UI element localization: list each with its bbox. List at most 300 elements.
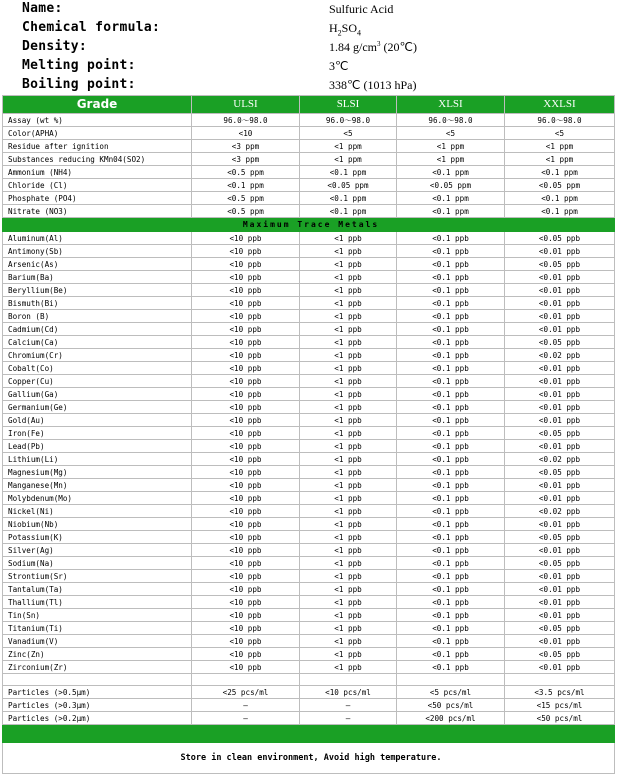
row-value: <0.01 ppb — [505, 284, 615, 297]
table-row — [3, 192, 615, 205]
row-value: <0.1 ppb — [397, 609, 505, 622]
row-value: <10 ppb — [192, 531, 300, 544]
table-row — [3, 622, 615, 635]
row-label: Particles (>0.3μm) — [3, 699, 192, 712]
row-label: Bismuth(Bi) — [3, 297, 192, 310]
density-value: 1.84 $g/cm^3$ (20℃) — [329, 40, 417, 54]
row-value: <10 ppb — [192, 284, 300, 297]
row-value: <0.1 ppb — [397, 427, 505, 440]
table-row — [3, 609, 615, 622]
table-row — [3, 336, 615, 349]
row-value: <1 ppb — [300, 297, 397, 310]
row-label: Particles (>0.2μm) — [3, 712, 192, 725]
row-value: <0.02 ppb — [505, 349, 615, 362]
row-value: 96.0～98.0 — [300, 114, 397, 127]
row-value: <0.01 ppb — [505, 583, 615, 596]
row-value: <0.1 ppm — [300, 205, 397, 218]
table-row — [3, 401, 615, 414]
row-value: <0.1 ppb — [397, 492, 505, 505]
row-value: <1 ppb — [300, 648, 397, 661]
density-label: Density: — [22, 39, 88, 54]
row-label: Germanium(Ge) — [3, 401, 192, 414]
row-value: <1 ppb — [300, 583, 397, 596]
row-value: <1 ppm — [397, 140, 505, 153]
header-melting-row — [2, 57, 614, 76]
grade-label: Grade — [3, 96, 192, 114]
row-value: <10 ppb — [192, 596, 300, 609]
row-value: <10 ppb — [192, 362, 300, 375]
row-value: <0.01 ppb — [505, 635, 615, 648]
table-row — [3, 140, 615, 153]
row-value: <10 — [192, 127, 300, 140]
footer-band — [3, 725, 615, 743]
row-value: <0.01 ppb — [505, 609, 615, 622]
row-value: <0.1 ppb — [397, 622, 505, 635]
row-value: <0.01 ppb — [505, 414, 615, 427]
row-value: <0.01 ppb — [505, 310, 615, 323]
row-label: Chromium(Cr) — [3, 349, 192, 362]
row-value: <0.1 ppb — [397, 518, 505, 531]
row-value: <10 pcs/ml — [300, 686, 397, 699]
row-value: <0.1 ppb — [397, 505, 505, 518]
table-row — [3, 414, 615, 427]
row-value: <0.1 ppb — [397, 401, 505, 414]
row-value: <1 ppb — [300, 323, 397, 336]
row-value: <1 ppb — [300, 518, 397, 531]
row-value: <0.05 ppb — [505, 466, 615, 479]
storage-note: Store in clean environment, Avoid high temperature. — [3, 743, 615, 774]
row-value: <0.1 ppb — [397, 336, 505, 349]
table-row — [3, 258, 615, 271]
row-value: <10 ppb — [192, 622, 300, 635]
row-value: <1 ppb — [300, 440, 397, 453]
table-row — [3, 245, 615, 258]
row-value: <1 ppb — [300, 284, 397, 297]
row-value: <1 ppb — [300, 609, 397, 622]
row-label: Magnesium(Mg) — [3, 466, 192, 479]
table-row — [3, 570, 615, 583]
row-value: <1 ppm — [505, 153, 615, 166]
table-row — [3, 479, 615, 492]
row-value: <10 ppb — [192, 570, 300, 583]
row-value: <10 ppb — [192, 440, 300, 453]
row-label: Niobium(Nb) — [3, 518, 192, 531]
table-row — [3, 699, 615, 712]
row-value: <0.1 ppb — [397, 232, 505, 245]
row-label: Nickel(Ni) — [3, 505, 192, 518]
row-value: <0.05 ppb — [505, 258, 615, 271]
row-value: <10 ppb — [192, 466, 300, 479]
row-value: <1 ppb — [300, 310, 397, 323]
row-value: — — [192, 712, 300, 725]
row-value: <0.01 ppb — [505, 596, 615, 609]
grade-slsi: SLSI — [300, 96, 397, 114]
row-value: <10 ppb — [192, 518, 300, 531]
row-value: <10 ppb — [192, 336, 300, 349]
row-label: Arsenic(As) — [3, 258, 192, 271]
table-row — [3, 712, 615, 725]
row-value: <1 ppb — [300, 245, 397, 258]
row-value: <10 ppb — [192, 505, 300, 518]
row-label: Beryllium(Be) — [3, 284, 192, 297]
row-label: Color(APHA) — [3, 127, 192, 140]
row-value: <0.1 ppm — [300, 192, 397, 205]
row-value: <0.1 ppm — [397, 192, 505, 205]
boiling-value: 338℃ (1013 hPa) — [329, 78, 417, 92]
row-value: <0.1 ppb — [397, 323, 505, 336]
row-value: <1 ppb — [300, 531, 397, 544]
row-value: <50 pcs/ml — [397, 699, 505, 712]
spacer-cell — [300, 674, 397, 686]
row-value: <1 ppb — [300, 453, 397, 466]
table-row — [3, 362, 615, 375]
table-row — [3, 531, 615, 544]
row-label: Cobalt(Co) — [3, 362, 192, 375]
table-row — [3, 271, 615, 284]
table-row — [3, 648, 615, 661]
row-value: <0.1 ppb — [397, 596, 505, 609]
row-value: <1 ppm — [397, 153, 505, 166]
row-label: Aluminum(Al) — [3, 232, 192, 245]
grade-header-row — [3, 96, 615, 114]
table-row — [3, 596, 615, 609]
row-label: Strontium(Sr) — [3, 570, 192, 583]
row-value: <0.05 ppb — [505, 336, 615, 349]
row-value: <1 ppb — [300, 557, 397, 570]
row-value: <1 ppb — [300, 492, 397, 505]
footer-band-cell — [3, 725, 615, 743]
row-value: <10 ppb — [192, 479, 300, 492]
table-row — [3, 349, 615, 362]
row-label: Nitrate (NO3) — [3, 205, 192, 218]
row-value: <0.1 ppb — [397, 661, 505, 674]
table-row — [3, 518, 615, 531]
row-value: <1 ppb — [300, 336, 397, 349]
row-label: Tin(Sn) — [3, 609, 192, 622]
formula-label: Chemical formula: — [22, 20, 161, 35]
row-value: <0.05 ppm — [505, 179, 615, 192]
row-value: <5 pcs/ml — [397, 686, 505, 699]
row-value: <10 ppb — [192, 271, 300, 284]
row-label: Phosphate (PO4) — [3, 192, 192, 205]
table-row — [3, 466, 615, 479]
row-value: <1 ppb — [300, 570, 397, 583]
row-value: <10 ppb — [192, 583, 300, 596]
row-label: Sodium(Na) — [3, 557, 192, 570]
spacer-cell — [3, 674, 192, 686]
row-value: <0.1 ppb — [397, 245, 505, 258]
row-value: <10 ppb — [192, 544, 300, 557]
row-value: <0.1 ppb — [397, 531, 505, 544]
row-value: <0.5 ppm — [192, 205, 300, 218]
table-row — [3, 310, 615, 323]
row-value: <0.5 ppm — [192, 192, 300, 205]
row-value: <0.1 ppm — [505, 166, 615, 179]
table-row — [3, 179, 615, 192]
row-value: <0.05 ppb — [505, 531, 615, 544]
header-formula-row — [2, 19, 614, 38]
table-row — [3, 114, 615, 127]
row-value: <1 ppb — [300, 622, 397, 635]
row-value: <0.05 ppb — [505, 557, 615, 570]
row-value: <10 ppb — [192, 427, 300, 440]
row-value: <10 ppb — [192, 232, 300, 245]
spec-sheet — [2, 0, 614, 774]
table-row — [3, 557, 615, 570]
storage-note-row — [3, 743, 615, 774]
row-value: <3 ppm — [192, 153, 300, 166]
table-row — [3, 686, 615, 699]
row-label: Residue after ignition — [3, 140, 192, 153]
row-label: Zinc(Zn) — [3, 648, 192, 661]
row-value: <0.01 ppb — [505, 479, 615, 492]
row-value: <0.1 ppb — [397, 414, 505, 427]
header-boiling-row — [2, 76, 614, 95]
table-row — [3, 284, 615, 297]
row-label: Titanium(Ti) — [3, 622, 192, 635]
row-value: <0.1 ppb — [397, 310, 505, 323]
row-value: <10 ppb — [192, 375, 300, 388]
formula-value: $H_2SO_4$ — [329, 21, 362, 38]
row-value: <1 ppm — [505, 140, 615, 153]
table-row — [3, 492, 615, 505]
row-value: <0.1 ppb — [397, 583, 505, 596]
row-value: <1 ppb — [300, 596, 397, 609]
row-value: <1 ppb — [300, 466, 397, 479]
row-value: <0.1 ppm — [397, 166, 505, 179]
row-value: <0.1 ppb — [397, 258, 505, 271]
row-value: <0.05 ppm — [300, 179, 397, 192]
melting-label: Melting point: — [22, 58, 136, 73]
row-value: 96.0～98.0 — [397, 114, 505, 127]
row-value: <0.02 ppb — [505, 505, 615, 518]
table-row — [3, 453, 615, 466]
row-value: <1 ppm — [300, 140, 397, 153]
row-value: 96.0～98.0 — [192, 114, 300, 127]
row-value: <5 — [505, 127, 615, 140]
row-value: <50 pcs/ml — [505, 712, 615, 725]
table-row — [3, 375, 615, 388]
row-label: Tantalum(Ta) — [3, 583, 192, 596]
row-value: <1 ppb — [300, 635, 397, 648]
row-label: Assay (wt %) — [3, 114, 192, 127]
row-value: <3.5 pcs/ml — [505, 686, 615, 699]
row-label: Gold(Au) — [3, 414, 192, 427]
row-value: <0.01 ppb — [505, 440, 615, 453]
row-label: Iron(Fe) — [3, 427, 192, 440]
row-value: — — [192, 699, 300, 712]
row-value: <10 ppb — [192, 557, 300, 570]
table-row — [3, 323, 615, 336]
table-row — [3, 583, 615, 596]
row-value: <0.1 ppb — [397, 544, 505, 557]
row-value: <0.02 ppb — [505, 453, 615, 466]
row-value: <0.1 ppb — [397, 440, 505, 453]
row-value: <0.1 ppb — [397, 349, 505, 362]
row-value: <1 ppb — [300, 505, 397, 518]
table-row — [3, 505, 615, 518]
row-value: <0.1 ppm — [300, 166, 397, 179]
row-value: <0.1 ppb — [397, 297, 505, 310]
row-label: Molybdenum(Mo) — [3, 492, 192, 505]
name-label: Name: — [22, 1, 63, 16]
row-value: <200 pcs/ml — [397, 712, 505, 725]
row-value: <10 ppb — [192, 323, 300, 336]
row-value: <10 ppb — [192, 414, 300, 427]
row-label: Silver(Ag) — [3, 544, 192, 557]
row-value: <1 ppb — [300, 232, 397, 245]
row-label: Cadmium(Cd) — [3, 323, 192, 336]
row-label: Zirconium(Zr) — [3, 661, 192, 674]
row-value: <0.1 ppb — [397, 453, 505, 466]
row-value: <0.01 ppb — [505, 492, 615, 505]
header-name-row — [2, 0, 614, 19]
row-value: <1 ppb — [300, 375, 397, 388]
table-row — [3, 388, 615, 401]
row-label: Lithium(Li) — [3, 453, 192, 466]
melting-value: 3℃ — [329, 59, 349, 73]
grade-ulsi: ULSI — [192, 96, 300, 114]
row-value: <0.1 ppb — [397, 557, 505, 570]
row-label: Manganese(Mn) — [3, 479, 192, 492]
row-label: Vanadium(V) — [3, 635, 192, 648]
row-value: <0.1 ppb — [397, 375, 505, 388]
row-value: 96.0～98.0 — [505, 114, 615, 127]
row-value: <5 — [397, 127, 505, 140]
row-value: <10 ppb — [192, 245, 300, 258]
row-label: Copper(Cu) — [3, 375, 192, 388]
table-row — [3, 440, 615, 453]
table-row — [3, 297, 615, 310]
row-value: <0.05 ppb — [505, 622, 615, 635]
row-value: <10 ppb — [192, 635, 300, 648]
table-row — [3, 166, 615, 179]
row-label: Barium(Ba) — [3, 271, 192, 284]
spec-table — [2, 95, 615, 774]
row-label: Particles (>0.5μm) — [3, 686, 192, 699]
row-value: <0.01 ppb — [505, 323, 615, 336]
row-label: Ammonium (NH4) — [3, 166, 192, 179]
grade-xxlsi: XXLSI — [505, 96, 615, 114]
row-value: <10 ppb — [192, 258, 300, 271]
table-row — [3, 544, 615, 557]
table-row — [3, 427, 615, 440]
row-value: <5 — [300, 127, 397, 140]
row-value: <0.05 ppb — [505, 232, 615, 245]
row-value: — — [300, 712, 397, 725]
boiling-label: Boiling point: — [22, 77, 136, 92]
row-value: <0.1 ppm — [505, 205, 615, 218]
row-label: Thallium(Tl) — [3, 596, 192, 609]
grade-xlsi: XLSI — [397, 96, 505, 114]
row-value: <1 ppb — [300, 362, 397, 375]
row-value: <0.01 ppb — [505, 375, 615, 388]
row-value: <0.05 ppb — [505, 648, 615, 661]
row-value: <0.05 ppm — [397, 179, 505, 192]
row-value: <0.01 ppb — [505, 570, 615, 583]
spacer-cell — [505, 674, 615, 686]
row-value: <15 pcs/ml — [505, 699, 615, 712]
row-label: Lead(Pb) — [3, 440, 192, 453]
table-row — [3, 635, 615, 648]
row-value: <0.1 ppb — [397, 271, 505, 284]
row-value: <0.1 ppb — [397, 635, 505, 648]
row-label: Gallium(Ga) — [3, 388, 192, 401]
row-label: Boron (B) — [3, 310, 192, 323]
row-value: <10 ppb — [192, 388, 300, 401]
table-row — [3, 661, 615, 674]
row-value: <0.1 ppb — [397, 570, 505, 583]
row-value: <1 ppb — [300, 271, 397, 284]
row-value: <1 ppb — [300, 661, 397, 674]
row-value: <0.1 ppb — [397, 284, 505, 297]
name-value: Sulfuric Acid — [329, 2, 394, 16]
row-value: <0.1 ppm — [192, 179, 300, 192]
row-value: <10 ppb — [192, 492, 300, 505]
row-value: <0.01 ppb — [505, 544, 615, 557]
row-value: <0.01 ppb — [505, 271, 615, 284]
row-value: <3 ppm — [192, 140, 300, 153]
row-value: <0.1 ppb — [397, 388, 505, 401]
spacer-cell — [192, 674, 300, 686]
row-value: <0.5 ppm — [192, 166, 300, 179]
row-value: <0.01 ppb — [505, 388, 615, 401]
header-density-row — [2, 38, 614, 57]
row-value: <0.1 ppb — [397, 362, 505, 375]
metals-title: Maximum Trace Metals — [3, 218, 615, 232]
row-value: <0.1 ppb — [397, 466, 505, 479]
row-value: <0.01 ppb — [505, 661, 615, 674]
row-value: <10 ppb — [192, 453, 300, 466]
row-value: <10 ppb — [192, 349, 300, 362]
row-value: <0.05 ppb — [505, 427, 615, 440]
row-value: <1 ppm — [300, 153, 397, 166]
row-value: — — [300, 699, 397, 712]
row-value: <1 ppb — [300, 414, 397, 427]
row-value: <0.01 ppb — [505, 518, 615, 531]
row-value: <1 ppb — [300, 388, 397, 401]
row-value: <10 ppb — [192, 297, 300, 310]
row-value: <0.1 ppb — [397, 479, 505, 492]
table-row — [3, 127, 615, 140]
row-value: <0.01 ppb — [505, 297, 615, 310]
row-value: <1 ppb — [300, 427, 397, 440]
row-value: <0.01 ppb — [505, 245, 615, 258]
table-row — [3, 153, 615, 166]
row-label: Antimony(Sb) — [3, 245, 192, 258]
row-value: <0.01 ppb — [505, 401, 615, 414]
row-label: Substances reducing KMn04(SO2) — [3, 153, 192, 166]
row-value: <10 ppb — [192, 609, 300, 622]
row-value: <1 ppb — [300, 544, 397, 557]
row-value: <1 ppb — [300, 479, 397, 492]
row-value: <0.01 ppb — [505, 362, 615, 375]
row-value: <1 ppb — [300, 401, 397, 414]
row-value: <10 ppb — [192, 310, 300, 323]
row-value: <0.1 ppm — [505, 192, 615, 205]
table-row — [3, 232, 615, 245]
row-label: Chloride (Cl) — [3, 179, 192, 192]
metals-band — [3, 218, 615, 232]
row-label: Calcium(Ca) — [3, 336, 192, 349]
row-value: <25 pcs/ml — [192, 686, 300, 699]
table-row — [3, 205, 615, 218]
row-value: <1 ppb — [300, 258, 397, 271]
row-label: Potassium(K) — [3, 531, 192, 544]
row-value: <10 ppb — [192, 661, 300, 674]
spacer-cell — [397, 674, 505, 686]
spacer-row — [3, 674, 615, 686]
